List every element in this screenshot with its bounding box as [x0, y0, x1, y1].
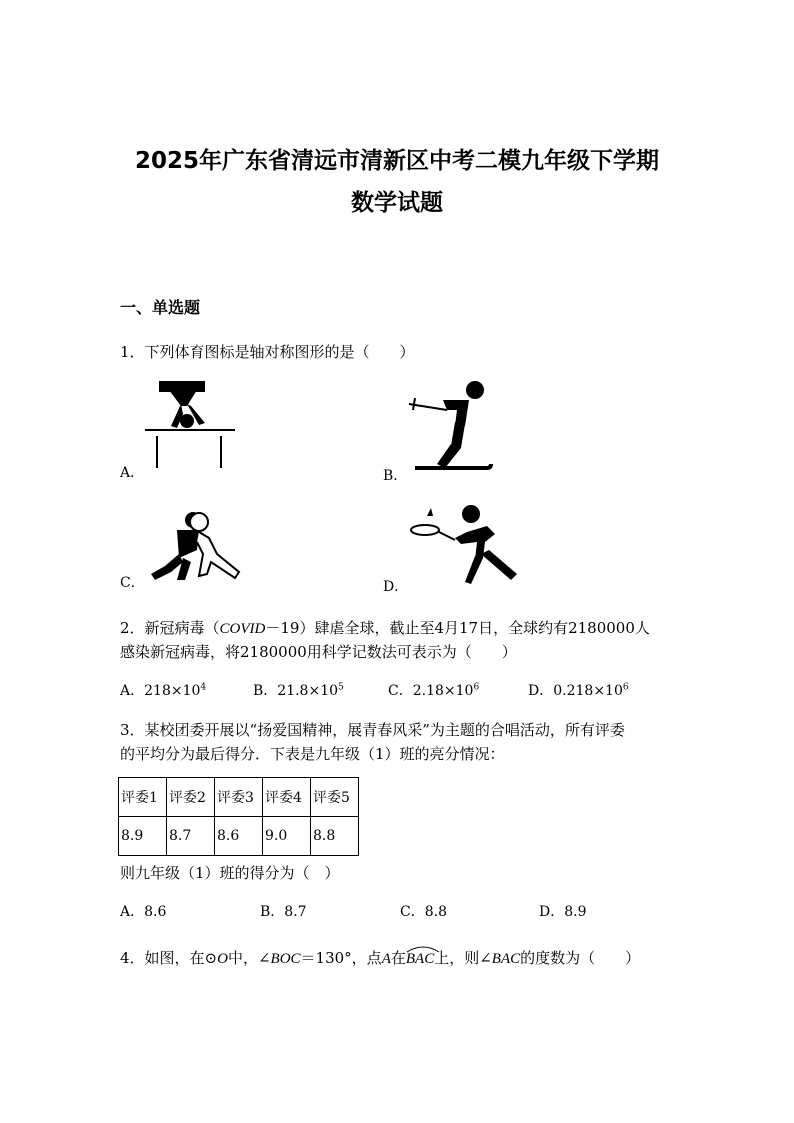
q2-option-c-label: C． — [388, 683, 413, 699]
table-cell: 8.8 — [311, 817, 359, 856]
q1-option-c-label: C． — [120, 575, 145, 591]
q4-text: 的度数为（ ） — [520, 949, 641, 967]
q4-math-o: O — [217, 951, 228, 967]
question-1-stem: 1．下列体育图标是轴对称图形的是（ ） — [120, 343, 415, 361]
q2-option-a-base: 218×10 — [144, 683, 201, 699]
section-heading: 一、单选题 — [120, 298, 201, 317]
q1-option-a-label: A． — [120, 465, 145, 481]
q3-option-c: C．8.8 — [400, 904, 447, 920]
q2-option-c-exp: 6 — [473, 682, 480, 693]
q2-option-a — [120, 680, 206, 700]
score-table — [118, 777, 359, 856]
q4-math-bac: BAC — [491, 951, 521, 967]
arc-mark-icon — [406, 945, 440, 953]
q4-text: ＝130°，点 — [300, 949, 382, 967]
q3-option-a: A．8.6 — [120, 904, 167, 920]
q2-option-d-label: D． — [528, 683, 554, 699]
arc-bac — [406, 951, 434, 968]
question-3-line-1: 3．某校团委开展以“扬爱国精神，展青春风采”为主题的合唱活动，所有评委 — [120, 721, 625, 739]
q2-text: 2．新冠病毒（ — [120, 619, 220, 637]
q2-option-b-label: B． — [253, 683, 278, 699]
skier-icon — [405, 378, 495, 474]
page-subtitle: 数学试题 — [351, 190, 443, 216]
q2-option-c-base: 2.18×10 — [412, 683, 474, 699]
wrestlers-icon — [143, 508, 243, 584]
q3-option-d: D．8.9 — [539, 904, 587, 920]
question-2-line-1 — [120, 617, 650, 638]
q3-option-b: B．8.7 — [260, 904, 307, 920]
q4-text: 4．如图，在⊙ — [120, 949, 218, 967]
q2-option-c — [388, 680, 479, 700]
table-header-cell: 评委3 — [215, 778, 263, 817]
q4-text: 在 — [390, 949, 406, 967]
q2-option-d — [528, 680, 629, 700]
q2-text-2: －19）肆虐全球，截止至4月17日，全球约有2180000人 — [265, 619, 650, 637]
table-header-cell: 评委1 — [119, 778, 167, 817]
q2-option-b-exp: 5 — [338, 682, 344, 693]
q2-option-d-base: 0.218×10 — [553, 683, 623, 699]
table-header-cell: 评委4 — [263, 778, 311, 817]
q1-option-d-label: D． — [383, 579, 409, 595]
table-header-cell: 评委5 — [311, 778, 359, 817]
page-title: 2025年广东省清远市清新区中考二模九年级下学期 — [134, 148, 659, 174]
table-cell: 8.9 — [119, 817, 167, 856]
table-cell: 8.6 — [215, 817, 263, 856]
table-header-row — [119, 778, 359, 817]
handstand-icon — [143, 378, 237, 472]
question-2-line-2: 感染新冠病毒，将2180000用科学记数法可表示为（ ） — [120, 643, 517, 661]
badminton-player-icon — [405, 502, 529, 588]
question-3-after-table: 则九年级（1）班的得分为（ ） — [120, 864, 340, 882]
q2-option-a-label: A． — [120, 683, 145, 699]
table-cell: 9.0 — [263, 817, 311, 856]
q4-text: 上，则∠ — [434, 949, 492, 967]
q2-math-covid: COVID — [219, 621, 266, 637]
q4-math-boc: BOC — [270, 951, 301, 967]
question-4-stem — [120, 947, 640, 968]
q2-option-b-base: 21.8×10 — [277, 683, 339, 699]
q2-option-d-exp: 6 — [622, 682, 629, 693]
q2-option-a-exp: 4 — [200, 682, 207, 693]
q2-option-b — [253, 680, 344, 700]
question-3-line-2: 的平均分为最后得分．下表是九年级（1）班的亮分情况： — [120, 745, 505, 763]
q1-option-b-label: B． — [383, 468, 408, 484]
q4-math-a: A — [381, 951, 391, 967]
table-header-cell: 评委2 — [167, 778, 215, 817]
arc-label: BAC — [405, 951, 435, 967]
table-row — [119, 817, 359, 856]
table-cell: 8.7 — [167, 817, 215, 856]
q4-text: 中，∠ — [227, 949, 271, 967]
